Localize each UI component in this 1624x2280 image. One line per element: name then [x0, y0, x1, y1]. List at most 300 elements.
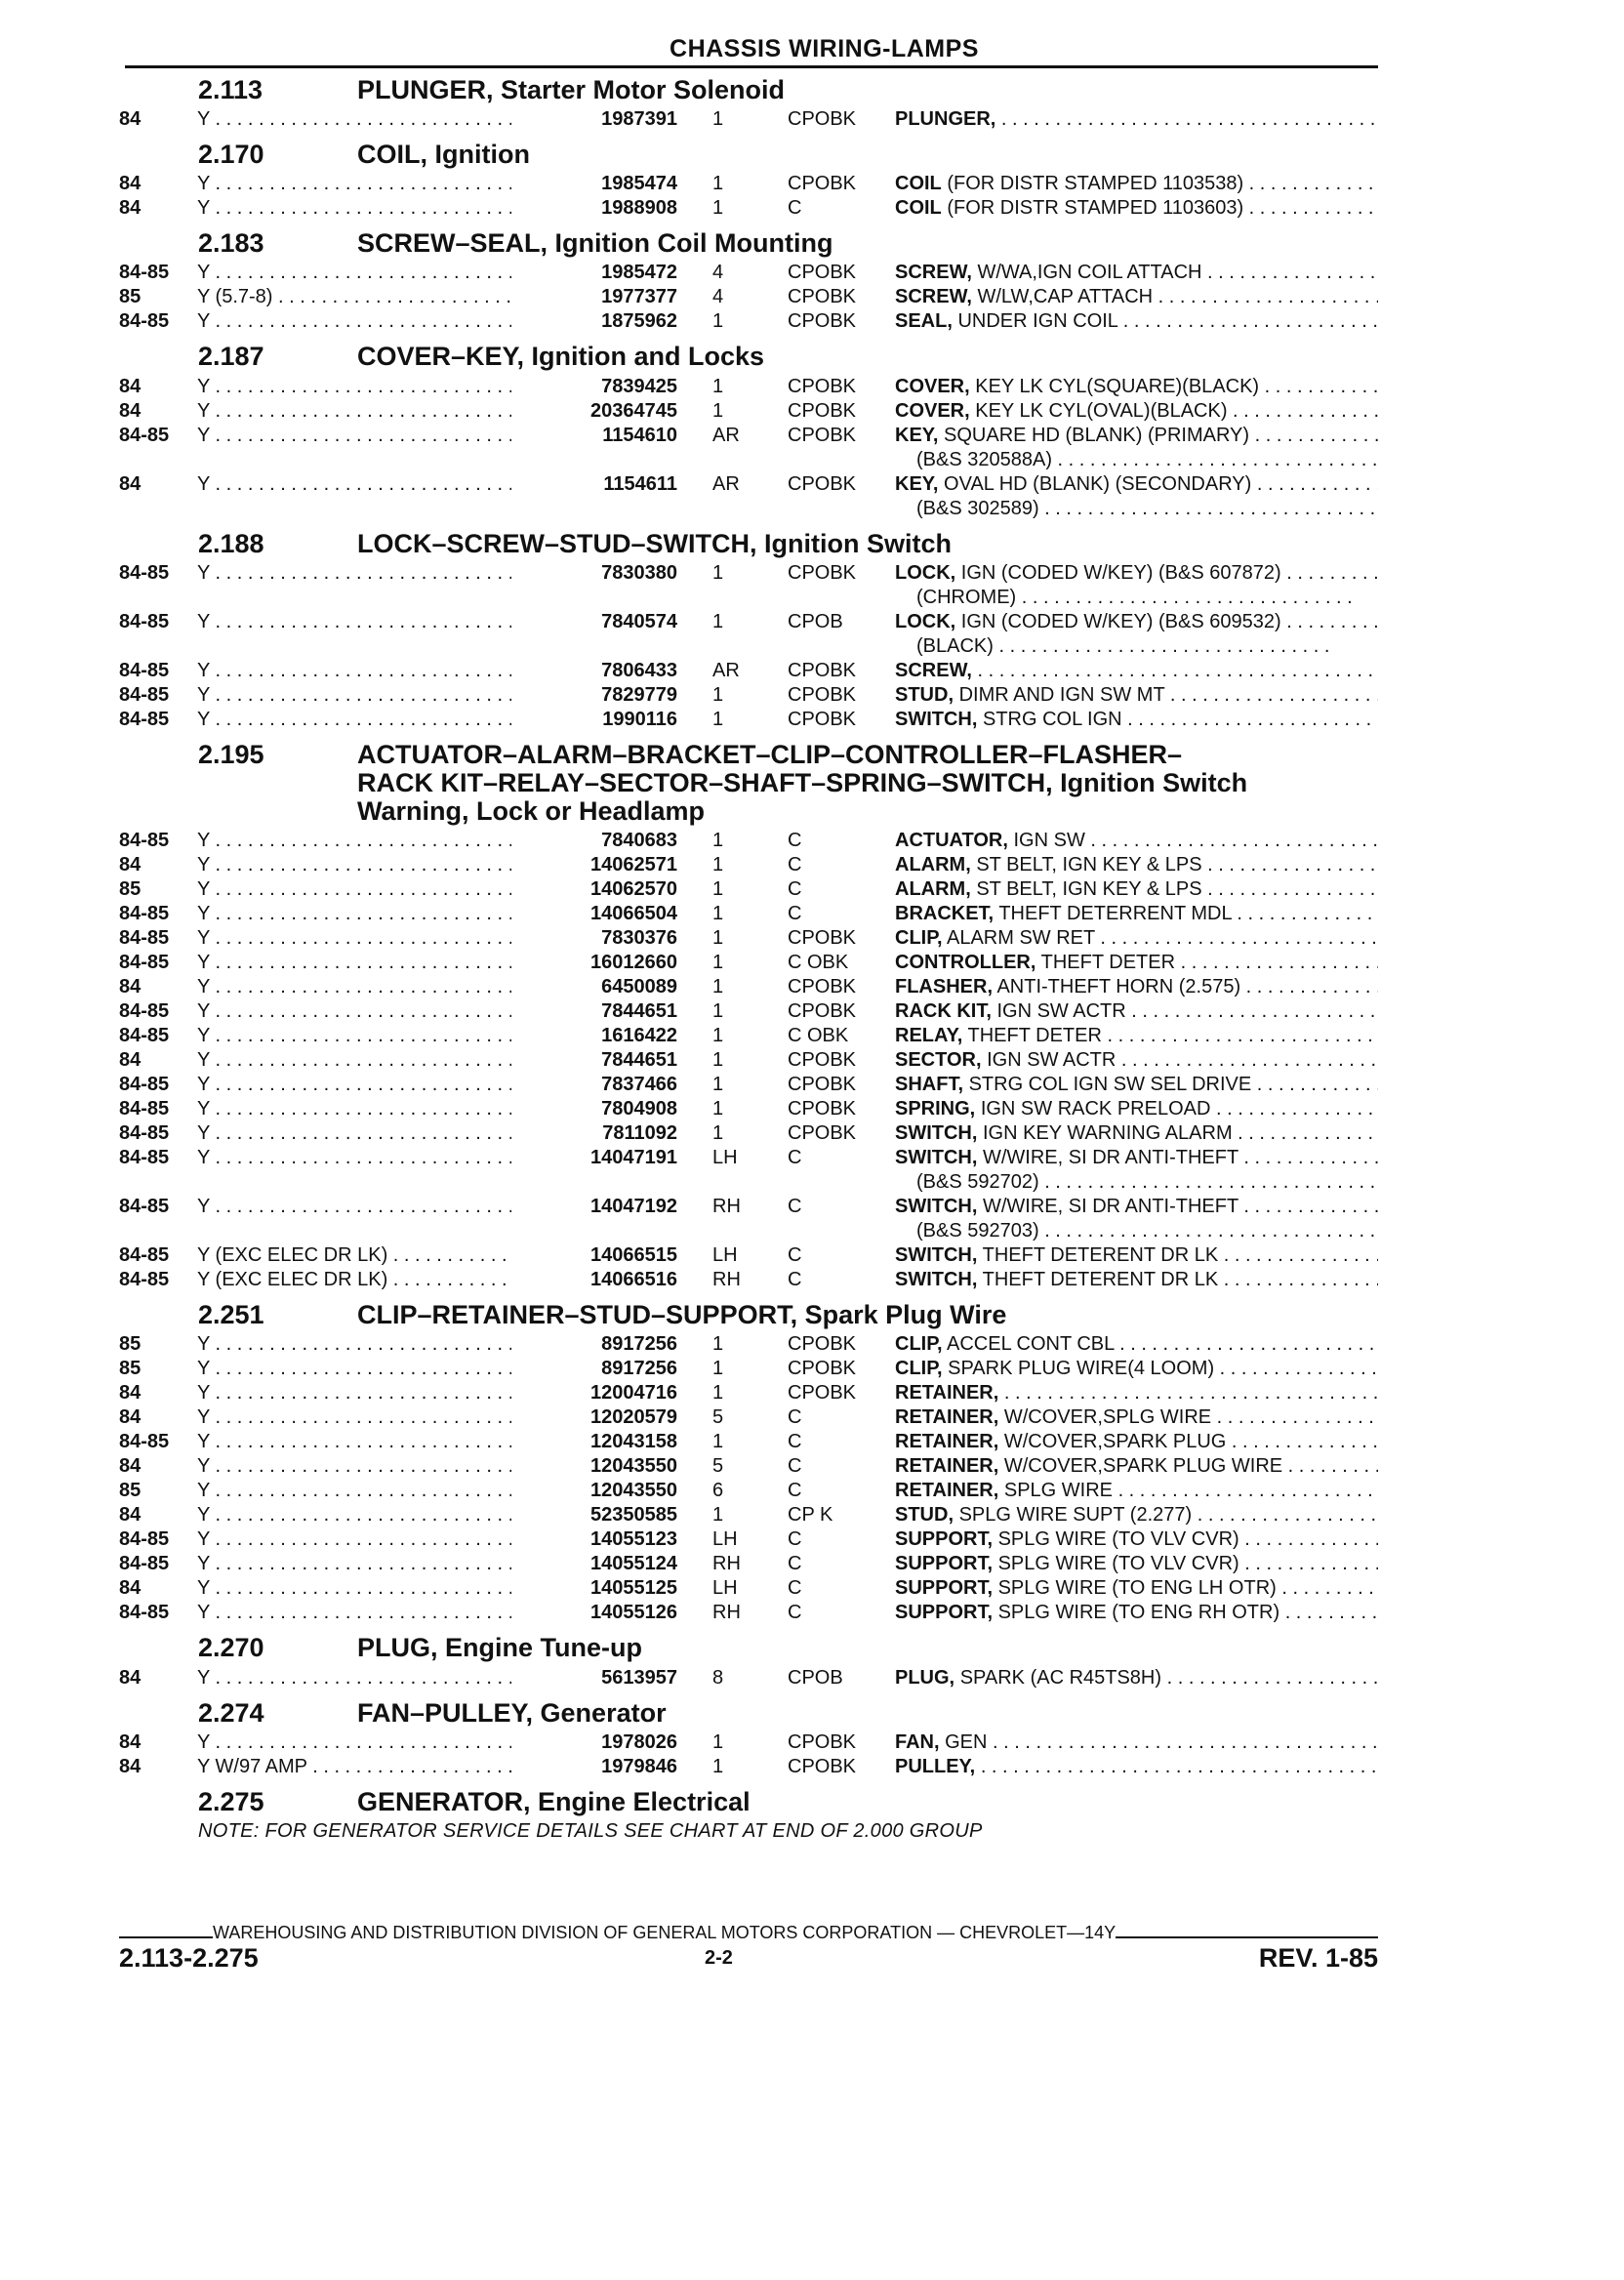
service-code-cell: C: [788, 1480, 802, 1502]
part-number-cell: 14062571: [590, 854, 677, 876]
part-number-cell: 7840683: [601, 830, 677, 852]
parts-row: [119, 1528, 1378, 1553]
section-title-line: SCREW–SEAL, Ignition Coil Mounting: [357, 228, 833, 259]
service-code-cell: C: [788, 1244, 802, 1267]
description-noun: LOCK,: [895, 561, 956, 584]
description-detail: IGN SW ACTR: [987, 1049, 1116, 1072]
quantity-cell: 8: [712, 1666, 724, 1689]
section-note: NOTE: FOR GENERATOR SERVICE DETAILS SEE CHART AT END OF 2.000 GROUP: [198, 1819, 983, 1842]
model-cell: Y . . .: [197, 1406, 511, 1429]
part-number-cell: 12043550: [590, 1455, 677, 1478]
year-cell: 84-85: [119, 952, 170, 974]
description-detail: SPARK PLUG WIRE(4 LOOM): [948, 1358, 1215, 1380]
description-detail: GEN: [945, 1730, 988, 1753]
description-noun: SCREW,: [895, 262, 972, 284]
description-detail: W/COVER,SPARK PLUG: [1003, 1431, 1227, 1453]
year-cell: 84: [119, 197, 142, 220]
section-title: [357, 1699, 1378, 1728]
year-cell: 84: [119, 1577, 142, 1600]
quantity-cell: RH: [712, 1553, 741, 1575]
model-cell: Y . . .: [197, 903, 511, 925]
parts-row: [119, 400, 1378, 425]
parts-row: [119, 1602, 1378, 1626]
footer-row: [119, 1943, 1378, 1982]
quantity-cell: 1: [712, 1382, 724, 1405]
description-noun: PLUG,: [895, 1666, 955, 1689]
parts-row: [119, 1667, 1378, 1691]
parts-row: [119, 425, 1378, 449]
description-noun: SWITCH,: [895, 1196, 978, 1218]
model-cell: Y . . .: [197, 400, 511, 423]
quantity-cell: 1: [712, 683, 724, 706]
quantity-cell: 5: [712, 1455, 724, 1478]
description-text: [895, 1196, 1378, 1217]
quantity-cell: 4: [712, 286, 724, 308]
service-code-cell: CPOBK: [788, 1049, 857, 1072]
description-cell: [895, 878, 1378, 901]
description-noun: SWITCH,: [895, 708, 978, 730]
part-number-cell: 52350585: [590, 1504, 677, 1527]
year-cell: 84-85: [119, 1528, 170, 1551]
service-code-cell: CPOBK: [788, 561, 857, 584]
service-code-cell: CPOBK: [788, 1358, 857, 1380]
model-cell: Y . . .: [197, 1358, 511, 1380]
part-number-cell: 1154610: [602, 424, 677, 446]
description-noun: RETAINER,: [895, 1480, 999, 1502]
description-noun: SEAL,: [895, 310, 953, 333]
year-cell: 85: [119, 1480, 142, 1502]
service-code-cell: CPOBK: [788, 310, 857, 333]
quantity-cell: 1: [712, 375, 724, 397]
part-number-cell: 7844651: [601, 1000, 677, 1023]
part-number-cell: 7811092: [602, 1122, 677, 1145]
description-text: [895, 952, 1378, 973]
description-text: [895, 854, 1378, 875]
footer-rule-right: [1116, 1936, 1378, 1938]
description-noun: SCREW,: [895, 659, 972, 681]
parts-row: [119, 262, 1378, 286]
corporation-line: [119, 1923, 1378, 1943]
year-cell: 84: [119, 108, 142, 131]
quantity-cell: 1: [712, 1122, 724, 1145]
model-cell: Y . . .: [197, 684, 511, 707]
description-detail: SPARK (AC R45TS8H): [959, 1666, 1162, 1689]
quantity-cell: 1: [712, 1025, 724, 1047]
year-cell: 84-85: [119, 927, 170, 950]
description-cell: [895, 562, 1378, 585]
description-detail: W/WA,IGN COIL ATTACH: [977, 262, 1202, 284]
description-cell: [895, 1358, 1378, 1380]
service-code-cell: C: [788, 830, 802, 852]
quantity-cell: 1: [712, 708, 724, 730]
description-noun: COIL: [895, 197, 942, 220]
model-cell: Y . . .: [197, 1528, 511, 1551]
description-cell: [895, 1382, 1378, 1405]
year-cell: 84-85: [119, 659, 170, 681]
part-number-cell: 1985472: [601, 262, 677, 284]
year-cell: 84-85: [119, 1602, 170, 1624]
service-code-cell: C: [788, 1196, 802, 1218]
service-code-cell: CPOB: [788, 610, 843, 632]
year-cell: 84-85: [119, 561, 170, 584]
part-number-cell: 16012660: [590, 952, 677, 974]
description-cell: [895, 310, 1378, 333]
description-text: [895, 1553, 1378, 1574]
model-cell: Y . . .: [197, 927, 511, 950]
year-cell: 84: [119, 472, 142, 495]
year-cell: 84: [119, 1666, 142, 1689]
service-code-cell: CPOBK: [788, 399, 857, 422]
model-cell: Y W/97 AMP . . .: [197, 1756, 511, 1778]
description-text: [895, 562, 1378, 584]
part-number-cell: 1979846: [601, 1755, 677, 1777]
quantity-cell: 1: [712, 1000, 724, 1023]
description-continuation-row: [119, 587, 1378, 611]
description-text: [895, 108, 1378, 130]
model-cell: Y . . .: [197, 1577, 511, 1600]
description-detail: KEY LK CYL(SQUARE)(BLACK): [975, 375, 1260, 397]
description-detail: SPLG WIRE (TO VLV CVR): [997, 1553, 1239, 1575]
model-cell: Y . . .: [197, 1098, 511, 1120]
description-text: [895, 1382, 1378, 1404]
parts-row: [119, 854, 1378, 878]
parts-row: [119, 1431, 1378, 1455]
parts-row: [119, 1577, 1378, 1602]
section-title: [357, 1301, 1378, 1329]
model-cell: Y (5.7-8) . . .: [197, 286, 511, 308]
catalog-page: [119, 35, 1378, 1843]
part-number-cell: 6450089: [601, 976, 677, 998]
section-title: [357, 530, 1378, 558]
year-cell: 84: [119, 1455, 142, 1478]
description-text: [895, 1480, 1378, 1501]
page-title: CHASSIS WIRING-LAMPS: [670, 35, 979, 62]
description-noun: LOCK,: [895, 610, 956, 632]
year-cell: 84-85: [119, 1000, 170, 1023]
year-cell: 84: [119, 1730, 142, 1753]
year-cell: 84: [119, 1382, 142, 1405]
description-text: [895, 1122, 1378, 1144]
description-cell: [895, 473, 1378, 496]
description-continuation-row: [119, 498, 1378, 522]
part-number-cell: 7829779: [601, 683, 677, 706]
model-cell: Y . . .: [197, 262, 511, 284]
service-code-cell: C: [788, 1406, 802, 1429]
description-noun: SWITCH,: [895, 1122, 978, 1145]
model-cell: Y . . .: [197, 830, 511, 852]
description-detail: THEFT DETERENT DR LK: [982, 1244, 1219, 1267]
section-number: 2.274: [198, 1697, 264, 1728]
description-detail: IGN SW: [1013, 830, 1085, 852]
section-heading: [119, 343, 1378, 371]
parts-row: [119, 976, 1378, 1000]
section-title-line: COVER–KEY, Ignition and Locks: [357, 342, 765, 372]
model-cell: Y . . .: [197, 197, 511, 220]
part-number-cell: 7830380: [601, 561, 677, 584]
model-cell: Y . . .: [197, 1602, 511, 1624]
year-cell: 84: [119, 854, 142, 876]
parts-row: [119, 1504, 1378, 1528]
description-noun: SWITCH,: [895, 1269, 978, 1291]
description-noun: BRACKET,: [895, 903, 995, 925]
section-title-line: ACTUATOR–ALARM–BRACKET–CLIP–CONTROLLER–FLASHER–: [357, 739, 1183, 769]
part-number-cell: 8917256: [601, 1333, 677, 1356]
description-text: [895, 197, 1378, 219]
description-text: [895, 473, 1378, 495]
year-cell: 84: [119, 173, 142, 195]
part-number-cell: 14066504: [590, 903, 677, 925]
service-code-cell: CPOBK: [788, 262, 857, 284]
quantity-cell: 1: [712, 310, 724, 333]
service-code-cell: C: [788, 1431, 802, 1453]
description-text: [895, 286, 1378, 307]
description-detail: SPLG WIRE: [1003, 1480, 1114, 1502]
description-noun: COVER,: [895, 375, 970, 397]
description-text: [895, 1000, 1378, 1022]
year-cell: 84: [119, 1049, 142, 1072]
description-cell: [895, 1731, 1378, 1754]
service-code-cell: C: [788, 197, 802, 220]
description-cell: [895, 197, 1378, 220]
part-number-cell: 7837466: [601, 1074, 677, 1096]
part-number-cell: 14055126: [590, 1602, 677, 1624]
model-cell: Y . . .: [197, 1455, 511, 1478]
description-cell: [895, 173, 1378, 195]
footer-rule-left: [119, 1936, 213, 1938]
parts-row: [119, 1358, 1378, 1382]
service-code-cell: C: [788, 1553, 802, 1575]
parts-row: [119, 1025, 1378, 1049]
section-heading: [119, 1699, 1378, 1728]
service-code-cell: CPOBK: [788, 1730, 857, 1753]
quantity-cell: RH: [712, 1196, 741, 1218]
description-noun: FLASHER,: [895, 976, 993, 998]
description-cell: [895, 903, 1378, 925]
model-cell: Y . . .: [197, 1431, 511, 1453]
model-cell: Y . . .: [197, 611, 511, 633]
description-noun: PLUNGER,: [895, 108, 996, 131]
page-number: 2-2: [705, 1947, 733, 1969]
parts-row: [119, 376, 1378, 400]
quantity-cell: LH: [712, 1147, 738, 1169]
description-cell: [895, 1147, 1378, 1169]
service-code-cell: C: [788, 1602, 802, 1624]
description-noun: RETAINER,: [895, 1431, 999, 1453]
description-text: [895, 709, 1378, 730]
description-detail: (FOR DISTR STAMPED 1103603): [947, 197, 1244, 220]
description-noun: CONTROLLER,: [895, 952, 1036, 974]
section-number: 2.188: [198, 528, 264, 558]
description-detail: W/LW,CAP ATTACH: [977, 286, 1154, 308]
section-title-line: Warning, Lock or Headlamp: [357, 796, 706, 827]
section-range: 2.113-2.275: [119, 1943, 259, 1973]
part-number-cell: 7839425: [601, 375, 677, 397]
quantity-cell: 1: [712, 1358, 724, 1380]
service-code-cell: C: [788, 1147, 802, 1169]
service-code-cell: CPOBK: [788, 708, 857, 730]
description-detail: IGN SW RACK PRELOAD: [980, 1098, 1211, 1120]
description-text: [895, 425, 1378, 446]
description-cell: [895, 684, 1378, 707]
description-detail: SQUARE HD (BLANK) (PRIMARY): [944, 424, 1250, 446]
quantity-cell: 1: [712, 399, 724, 422]
year-cell: 84-85: [119, 610, 170, 632]
year-cell: 84-85: [119, 1025, 170, 1047]
quantity-cell: 1: [712, 561, 724, 584]
description-detail: W/COVER,SPLG WIRE: [1003, 1406, 1212, 1429]
description-noun: SPRING,: [895, 1098, 976, 1120]
description-cell: [895, 262, 1378, 284]
part-number-cell: 12004716: [590, 1382, 677, 1405]
quantity-cell: 1: [712, 1504, 724, 1527]
year-cell: 84-85: [119, 1244, 170, 1267]
quantity-cell: 4: [712, 262, 724, 284]
model-cell: Y . . .: [197, 1382, 511, 1405]
year-cell: 84-85: [119, 1122, 170, 1145]
service-code-cell: CP K: [788, 1504, 833, 1527]
description-text: [895, 684, 1378, 706]
model-cell: Y (EXC ELEC DR LK) . . .: [197, 1244, 511, 1267]
section-heading: [119, 1634, 1378, 1662]
parts-row: [119, 878, 1378, 903]
year-cell: 84-85: [119, 903, 170, 925]
year-cell: 84-85: [119, 830, 170, 852]
description-continuation: (CHROME) . . .: [916, 587, 1378, 609]
part-number-cell: 14047192: [590, 1196, 677, 1218]
description-text: [895, 173, 1378, 194]
part-number-cell: 1978026: [601, 1730, 677, 1753]
description-noun: ACTUATOR,: [895, 830, 1008, 852]
quantity-cell: 1: [712, 830, 724, 852]
part-number-cell: 14047191: [590, 1147, 677, 1169]
description-noun: RETAINER,: [895, 1382, 999, 1405]
model-cell: Y . . .: [197, 173, 511, 195]
model-cell: Y . . .: [197, 1000, 511, 1023]
model-cell: Y . . .: [197, 473, 511, 496]
description-noun: KEY,: [895, 424, 939, 446]
section-number: 2.113: [198, 75, 264, 104]
service-code-cell: C OBK: [788, 952, 849, 974]
model-cell: Y . . .: [197, 709, 511, 731]
quantity-cell: 1: [712, 1049, 724, 1072]
parts-row: [119, 173, 1378, 197]
year-cell: 84-85: [119, 1269, 170, 1291]
quantity-cell: LH: [712, 1528, 738, 1551]
description-continuation: (B&S 302589) . . .: [916, 498, 1378, 520]
parts-row: [119, 1147, 1378, 1171]
parts-row: [119, 1756, 1378, 1780]
model-cell: Y . . .: [197, 976, 511, 998]
service-code-cell: CPOBK: [788, 1382, 857, 1405]
parts-row: [119, 310, 1378, 335]
description-text: [895, 830, 1378, 851]
description-text: [895, 976, 1378, 998]
section-title-line: RACK KIT–RELAY–SECTOR–SHAFT–SPRING–SWITCH, Ignition Switch: [357, 767, 1248, 797]
year-cell: 84: [119, 1755, 142, 1777]
part-number-cell: 12043158: [590, 1431, 677, 1453]
part-number-cell: 1154611: [603, 472, 677, 495]
model-cell: Y . . .: [197, 1731, 511, 1754]
year-cell: 84-85: [119, 424, 170, 446]
description-detail: SPLG WIRE (TO ENG RH OTR): [997, 1602, 1280, 1624]
description-text: [895, 1269, 1378, 1290]
quantity-cell: 1: [712, 903, 724, 925]
description-detail: W/COVER,SPARK PLUG WIRE: [1003, 1455, 1283, 1478]
year-cell: 84: [119, 976, 142, 998]
service-code-cell: CPOBK: [788, 173, 857, 195]
description-detail: KEY LK CYL(OVAL)(BLACK): [975, 399, 1228, 422]
description-cell: [895, 400, 1378, 423]
part-number-cell: 1987391: [601, 108, 677, 131]
year-cell: 84-85: [119, 708, 170, 730]
description-text: [895, 1049, 1378, 1071]
section-heading: [119, 1788, 1378, 1816]
model-cell: Y . . .: [197, 1196, 511, 1218]
description-continuation-row: [119, 449, 1378, 473]
parts-row: [119, 1196, 1378, 1220]
description-text: [895, 927, 1378, 949]
part-number-cell: 1988908: [601, 197, 677, 220]
parts-row: [119, 197, 1378, 222]
parts-row: [119, 1553, 1378, 1577]
service-code-cell: C: [788, 1455, 802, 1478]
year-cell: 84: [119, 375, 142, 397]
year-cell: 84-85: [119, 1098, 170, 1120]
parts-row: [119, 286, 1378, 310]
quantity-cell: 1: [712, 1730, 724, 1753]
parts-row: [119, 1333, 1378, 1358]
description-cell: [895, 854, 1378, 876]
description-noun: CLIP,: [895, 1358, 943, 1380]
section-title: [357, 741, 1378, 826]
description-noun: SCREW,: [895, 286, 972, 308]
description-detail: STRG COL IGN SW SEL DRIVE: [968, 1074, 1252, 1096]
service-code-cell: CPOBK: [788, 375, 857, 397]
section-title-line: COIL, Ignition: [357, 140, 530, 170]
description-text: [895, 1147, 1378, 1168]
year-cell: 85: [119, 286, 142, 308]
model-cell: Y . . .: [197, 562, 511, 585]
model-cell: Y . . .: [197, 1147, 511, 1169]
description-text: [895, 310, 1378, 332]
description-noun: SECTOR,: [895, 1049, 982, 1072]
quantity-cell: 1: [712, 197, 724, 220]
model-cell: Y . . .: [197, 952, 511, 974]
quantity-cell: 1: [712, 1098, 724, 1120]
service-code-cell: C: [788, 1577, 802, 1600]
description-text: [895, 1504, 1378, 1526]
description-cell: [895, 1553, 1378, 1575]
section-title-line: PLUG, Engine Tune-up: [357, 1633, 642, 1663]
description-noun: STUD,: [895, 1504, 954, 1527]
model-cell: Y . . .: [197, 660, 511, 682]
part-number-cell: 7806433: [601, 659, 677, 681]
part-number-cell: 8917256: [601, 1358, 677, 1380]
part-number-cell: 1977377: [601, 286, 677, 308]
description-noun: RETAINER,: [895, 1406, 999, 1429]
quantity-cell: 1: [712, 1333, 724, 1356]
parts-row: [119, 1455, 1378, 1480]
quantity-cell: RH: [712, 1269, 741, 1291]
description-noun: RETAINER,: [895, 1455, 999, 1478]
service-code-cell: CPOBK: [788, 1333, 857, 1356]
description-cell: [895, 1098, 1378, 1120]
description-noun: ALARM,: [895, 854, 971, 876]
section-title: [357, 229, 1378, 258]
service-code-cell: C OBK: [788, 1025, 849, 1047]
quantity-cell: 1: [712, 610, 724, 632]
description-cell: [895, 611, 1378, 633]
